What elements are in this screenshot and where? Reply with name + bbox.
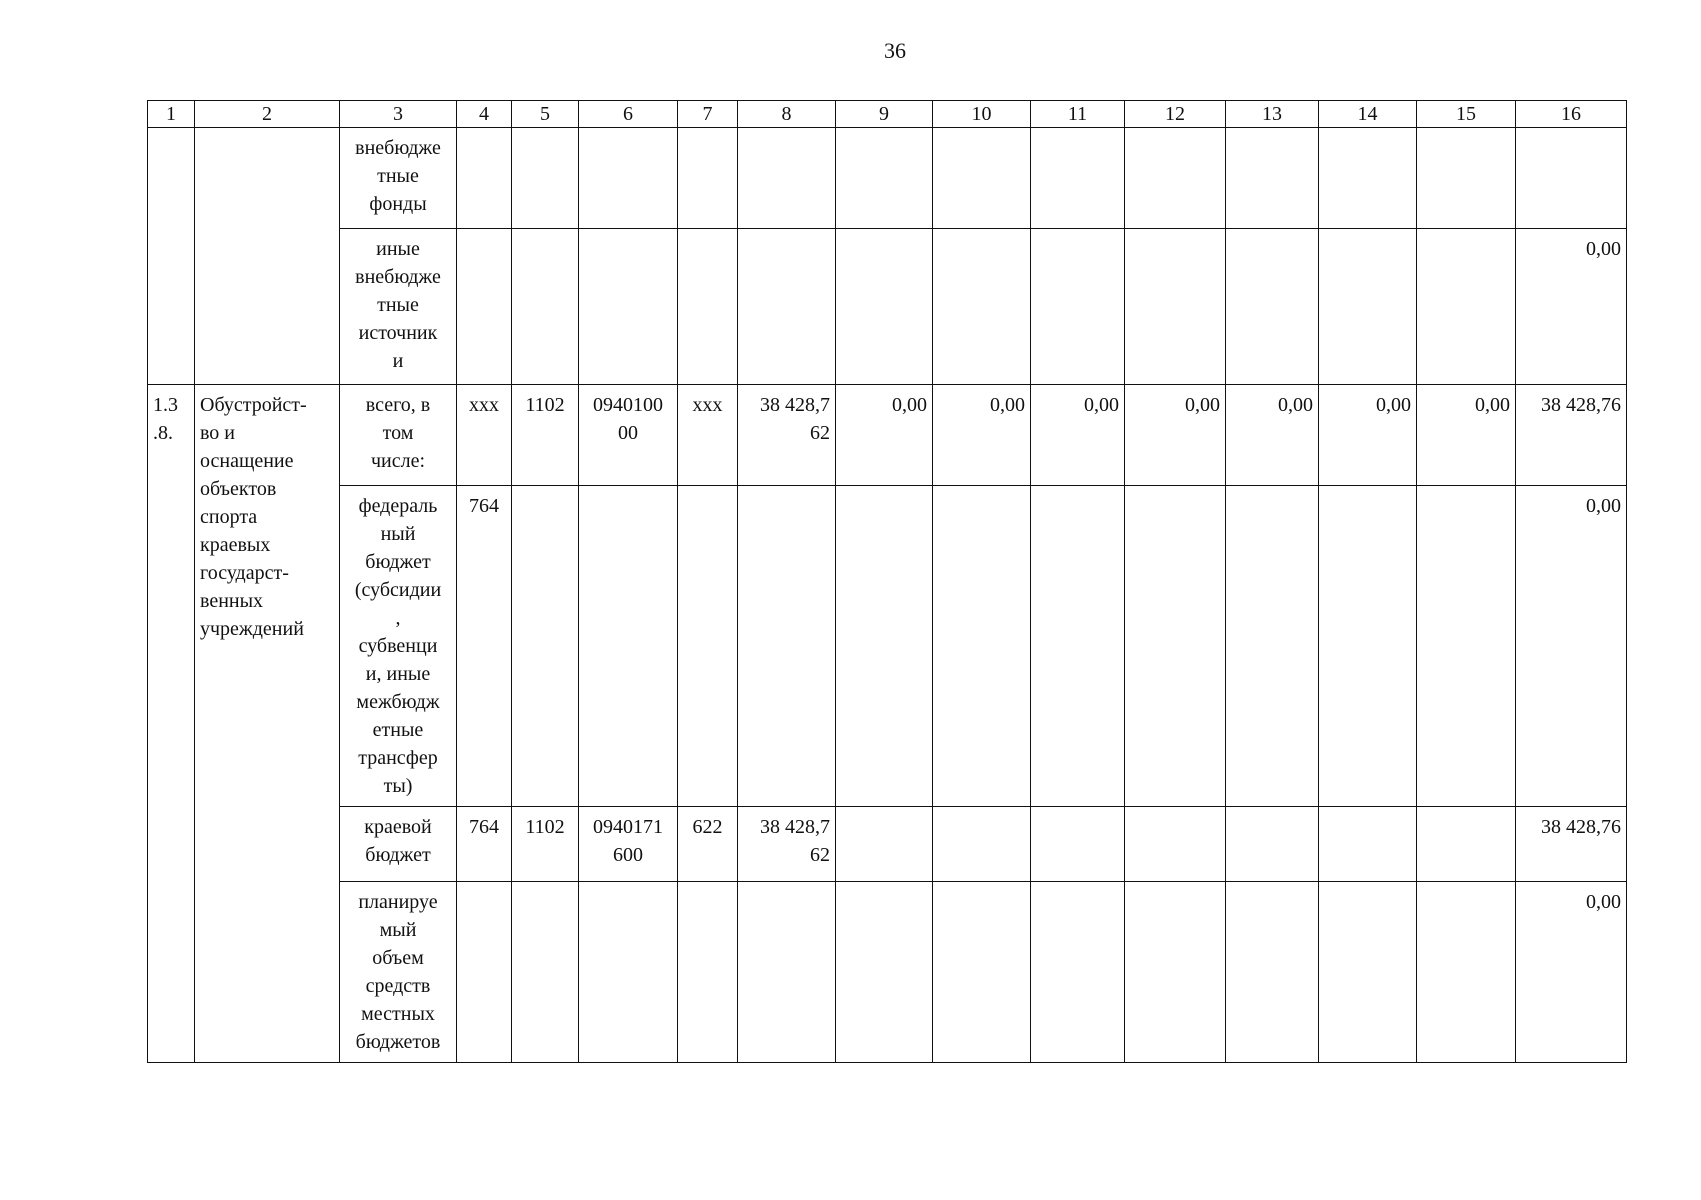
source-cell: планируе мый объем средств местных бюджетов bbox=[340, 882, 457, 1063]
amount-cell: 0,00 bbox=[933, 385, 1031, 486]
header-cell: 12 bbox=[1125, 101, 1226, 128]
cell bbox=[1319, 807, 1417, 882]
cell bbox=[579, 486, 678, 807]
table-row bbox=[148, 486, 1627, 807]
cell bbox=[836, 486, 933, 807]
header-cell: 3 bbox=[340, 101, 457, 128]
cell bbox=[1417, 128, 1516, 229]
item-name: Обустройст- во и оснащение объектов спорта краевых государст- венных учреждений bbox=[195, 385, 340, 1063]
table-row bbox=[148, 229, 1627, 385]
cell bbox=[933, 807, 1031, 882]
header-cell: 5 bbox=[512, 101, 579, 128]
cell bbox=[1417, 807, 1516, 882]
cell bbox=[678, 486, 738, 807]
source-cell: внебюдже тные фонды bbox=[340, 128, 457, 229]
cell bbox=[678, 882, 738, 1063]
table-row bbox=[148, 882, 1627, 1063]
code-cell: 1102 bbox=[512, 807, 579, 882]
cell bbox=[738, 882, 836, 1063]
amount-cell: 0,00 bbox=[1226, 385, 1319, 486]
header-cell: 7 bbox=[678, 101, 738, 128]
cell bbox=[1516, 128, 1627, 229]
cell bbox=[457, 128, 512, 229]
cell bbox=[512, 128, 579, 229]
header-cell: 11 bbox=[1031, 101, 1125, 128]
cell bbox=[933, 229, 1031, 385]
cell bbox=[579, 128, 678, 229]
header-cell: 15 bbox=[1417, 101, 1516, 128]
table-row bbox=[148, 128, 1627, 229]
code-cell: 622 bbox=[678, 807, 738, 882]
cell bbox=[1319, 486, 1417, 807]
cell bbox=[512, 229, 579, 385]
total-cell: 0,00 bbox=[1516, 882, 1627, 1063]
cell bbox=[457, 229, 512, 385]
cell bbox=[1417, 882, 1516, 1063]
cell bbox=[836, 882, 933, 1063]
cell bbox=[1125, 486, 1226, 807]
amount-cell: 0,00 bbox=[836, 385, 933, 486]
cell bbox=[738, 486, 836, 807]
cell bbox=[1125, 128, 1226, 229]
code-cell: 0940100 00 bbox=[579, 385, 678, 486]
cell bbox=[933, 882, 1031, 1063]
cell bbox=[1226, 807, 1319, 882]
cell bbox=[836, 128, 933, 229]
amount-cell: 38 428,7 62 bbox=[738, 385, 836, 486]
cell bbox=[933, 128, 1031, 229]
cell bbox=[836, 807, 933, 882]
source-cell: иные внебюдже тные источник и bbox=[340, 229, 457, 385]
header-cell: 2 bbox=[195, 101, 340, 128]
header-cell: 4 bbox=[457, 101, 512, 128]
cell bbox=[1125, 807, 1226, 882]
cell bbox=[1031, 486, 1125, 807]
cell bbox=[1226, 128, 1319, 229]
item-number: 1.3 .8. bbox=[148, 385, 195, 1063]
cell bbox=[512, 882, 579, 1063]
cell bbox=[933, 486, 1031, 807]
cell bbox=[678, 128, 738, 229]
total-cell: 38 428,76 bbox=[1516, 807, 1627, 882]
cell bbox=[1031, 807, 1125, 882]
budget-table bbox=[147, 100, 1627, 1063]
page-number: 36 bbox=[884, 38, 906, 63]
cell bbox=[836, 229, 933, 385]
source-cell: всего, в том числе: bbox=[340, 385, 457, 486]
header-cell: 14 bbox=[1319, 101, 1417, 128]
cell bbox=[1226, 229, 1319, 385]
code-cell: 764 bbox=[457, 486, 512, 807]
header-cell: 8 bbox=[738, 101, 836, 128]
header-cell: 10 bbox=[933, 101, 1031, 128]
cell bbox=[738, 128, 836, 229]
cell bbox=[1319, 128, 1417, 229]
code-cell: ххх bbox=[457, 385, 512, 486]
header-row bbox=[148, 101, 1627, 128]
cell bbox=[1031, 229, 1125, 385]
header-cell: 13 bbox=[1226, 101, 1319, 128]
table-row bbox=[148, 807, 1627, 882]
total-cell: 0,00 bbox=[1516, 229, 1627, 385]
amount-cell: 0,00 bbox=[1031, 385, 1125, 486]
cell bbox=[1031, 882, 1125, 1063]
code-cell: 0940171 600 bbox=[579, 807, 678, 882]
cell bbox=[1417, 486, 1516, 807]
cell bbox=[512, 486, 579, 807]
cell bbox=[1319, 882, 1417, 1063]
source-cell: краевой бюджет bbox=[340, 807, 457, 882]
cell bbox=[457, 882, 512, 1063]
code-cell: ххх bbox=[678, 385, 738, 486]
header-cell: 9 bbox=[836, 101, 933, 128]
total-cell: 38 428,76 bbox=[1516, 385, 1627, 486]
num-cell bbox=[148, 128, 195, 385]
cell bbox=[579, 229, 678, 385]
cell bbox=[579, 882, 678, 1063]
cell bbox=[1319, 229, 1417, 385]
header-cell: 6 bbox=[579, 101, 678, 128]
code-cell: 764 bbox=[457, 807, 512, 882]
cell bbox=[1125, 229, 1226, 385]
source-cell: федераль ный бюджет (субсидии , субвенци и, иные межбюдж етные трансфер ты) bbox=[340, 486, 457, 807]
cell bbox=[1226, 882, 1319, 1063]
amount-cell: 0,00 bbox=[1417, 385, 1516, 486]
cell bbox=[1417, 229, 1516, 385]
header-cell: 16 bbox=[1516, 101, 1627, 128]
code-cell: 1102 bbox=[512, 385, 579, 486]
cell bbox=[1031, 128, 1125, 229]
cell bbox=[738, 229, 836, 385]
amount-cell: 38 428,7 62 bbox=[738, 807, 836, 882]
amount-cell: 0,00 bbox=[1125, 385, 1226, 486]
name-cell bbox=[195, 128, 340, 385]
total-cell: 0,00 bbox=[1516, 486, 1627, 807]
amount-cell: 0,00 bbox=[1319, 385, 1417, 486]
header-cell: 1 bbox=[148, 101, 195, 128]
cell bbox=[1226, 486, 1319, 807]
table-row bbox=[148, 385, 1627, 486]
cell bbox=[1125, 882, 1226, 1063]
cell bbox=[678, 229, 738, 385]
